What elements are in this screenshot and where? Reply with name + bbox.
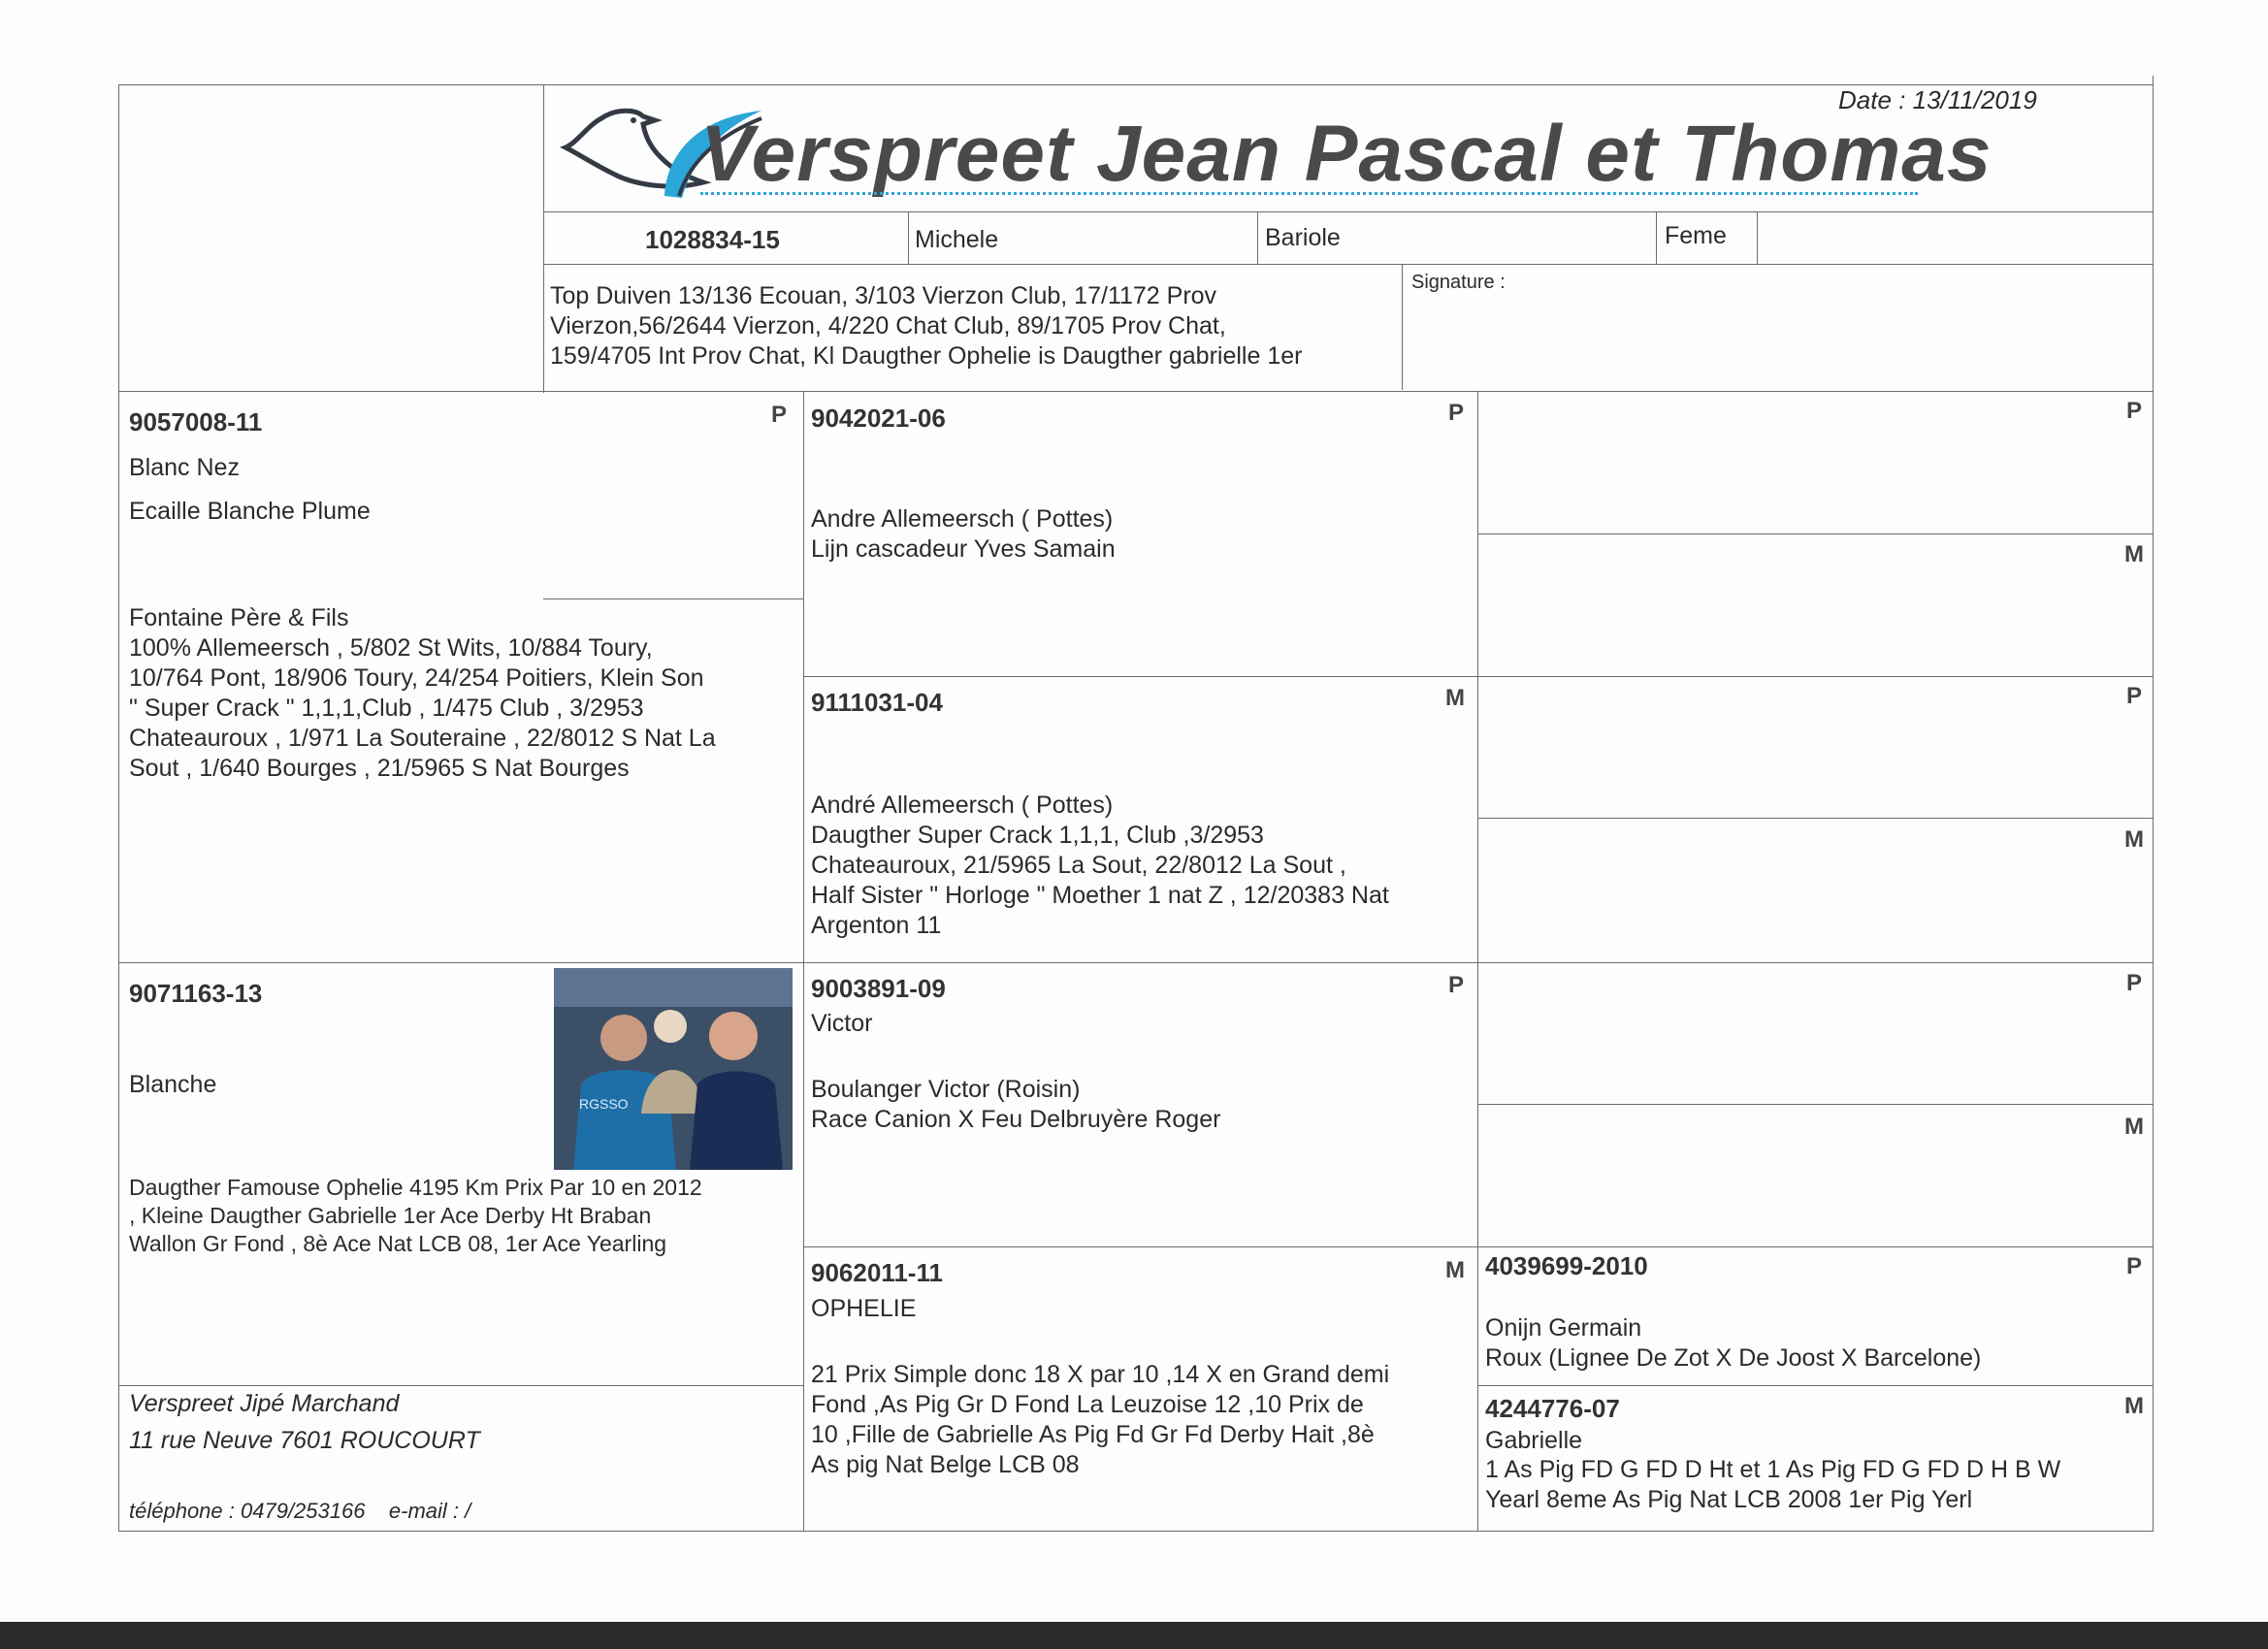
ggp-ddd-dam-name: Gabrielle: [1485, 1427, 1583, 1454]
ggp-marker-m1: M: [2124, 541, 2144, 567]
gp-sd-ring: 9111031-04: [811, 688, 943, 717]
ggp-marker-m3: M: [2124, 1114, 2144, 1140]
breeder-address: 11 rue Neuve 7601 ROUCOURT: [129, 1427, 480, 1454]
ggp-ddd-dam-ring: 4244776-07: [1485, 1394, 1620, 1423]
gp-ss-marker: P: [1448, 400, 1465, 426]
sire-marker: P: [771, 402, 788, 428]
gp-ss-ring: 9042021-06: [811, 404, 946, 433]
dam-name: Blanche: [129, 1071, 217, 1098]
breeder-contact: téléphone : 0479/253166 e-mail : /: [129, 1499, 471, 1523]
subject-sex: Feme: [1665, 222, 1727, 249]
sire-description: Fontaine Père & Fils 100% Allemeersch , 5/802 St Wits, 10/884 Toury, 10/764 Pont, 18/906 Toury, 24/254 Poitiers, Klein Son " Super Crack " 1,1,1,Club , 1/475 Club , 3/2953 Chateauroux , 1/971 La Souteraine , 22/8012 S Nat La Sout , 1/640 Bourges , 21/5965 S Nat Bourges: [129, 604, 716, 782]
svg-text:RGSSO: RGSSO: [579, 1096, 629, 1112]
sire-color: Ecaille Blanche Plume: [129, 498, 371, 525]
gp-dd-marker: M: [1445, 1257, 1465, 1283]
dam-ring: 9071163-13: [129, 979, 263, 1008]
sire-name: Blanc Nez: [129, 454, 240, 481]
ggp-ddd-sire-ring: 4039699-2010: [1485, 1251, 1648, 1280]
gp-dd-name: OPHELIE: [811, 1295, 917, 1322]
sire-ring: 9057008-11: [129, 407, 263, 436]
gp-ss-description: Andre Allemeersch ( Pottes) Lijn cascadeur Yves Samain: [811, 505, 1116, 563]
gp-dd-ring: 9062011-11: [811, 1258, 943, 1287]
subject-color: Bariole: [1265, 224, 1341, 251]
subject-name: Michele: [915, 226, 999, 253]
ggp-ddd-dam-description: 1 As Pig FD G FD D Ht et 1 As Pig FD G FD D H B W Yearl 8eme As Pig Nat LCB 2008 1er Pig Yerl: [1485, 1456, 2061, 1513]
scan-edge: [0, 1622, 2268, 1649]
subject-description: Top Duiven 13/136 Ecouan, 3/103 Vierzon Club, 17/1172 Prov Vierzon,56/2644 Vierzon, 4/220 Chat Club, 89/1705 Prov Chat, 159/4705 Int Prov Chat, Kl Daugther Ophelie is Daugther gabrielle 1er: [550, 282, 1303, 370]
gp-ds-marker: P: [1448, 972, 1465, 998]
breeder-name: Verspreet Jipé Marchand: [129, 1390, 400, 1417]
ggp-marker-p3: P: [2126, 970, 2143, 996]
gp-dd-description: 21 Prix Simple donc 18 X par 10 ,14 X en Grand demi Fond ,As Pig Gr D Fond La Leuzoise 12 ,10 Prix de 10 ,Fille de Gabrielle As Pig Fd Gr Fd Derby Hait ,8è As pig Nat Belge LCB 08: [811, 1361, 1390, 1478]
ggp-ddd-sire-description: Onijn Germain Roux (Lignee De Zot X De Joost X Barcelone): [1485, 1314, 1982, 1372]
ggp-ddd-sire-marker: P: [2126, 1253, 2143, 1279]
date-field: [1838, 85, 2037, 115]
owners-photo-image: [554, 968, 793, 1170]
date-value: 13/11/2019: [1912, 85, 2037, 114]
subject-ring: 1028834-15: [645, 225, 780, 254]
ggp-marker-p2: P: [2126, 683, 2143, 709]
gp-sd-marker: M: [1445, 685, 1465, 711]
gp-ds-ring: 9003891-09: [811, 974, 946, 1003]
signature-label: Signature :: [1411, 272, 1506, 293]
gp-sd-description: André Allemeersch ( Pottes) Daugther Super Crack 1,1,1, Club ,3/2953 Chateauroux, 21/5965 La Sout, 22/8012 La Sout , Half Sister " Horloge " Moether 1 nat Z , 12/20383 Nat Argenton 11: [811, 792, 1389, 939]
gp-ds-name: Victor: [811, 1010, 873, 1037]
ggp-ddd-dam-marker: M: [2124, 1393, 2144, 1419]
gp-ds-description: Boulanger Victor (Roisin) Race Canion X Feu Delbruyère Roger: [811, 1076, 1221, 1133]
ggp-marker-m2: M: [2124, 826, 2144, 853]
ggp-marker-p1: P: [2126, 398, 2143, 424]
dam-photo: [554, 968, 793, 1170]
date-label: Date :: [1838, 85, 1906, 114]
title-underline: [700, 192, 1918, 195]
page-title: Verspreet Jean Pascal et Thomas: [700, 110, 1993, 198]
dam-description: Daugther Famouse Ophelie 4195 Km Prix Par 10 en 2012 , Kleine Daugther Gabrielle 1er Ace Derby Ht Braban Wallon Gr Fond , 8è Ace Nat LCB 08, 1er Ace Yearling: [129, 1175, 702, 1256]
